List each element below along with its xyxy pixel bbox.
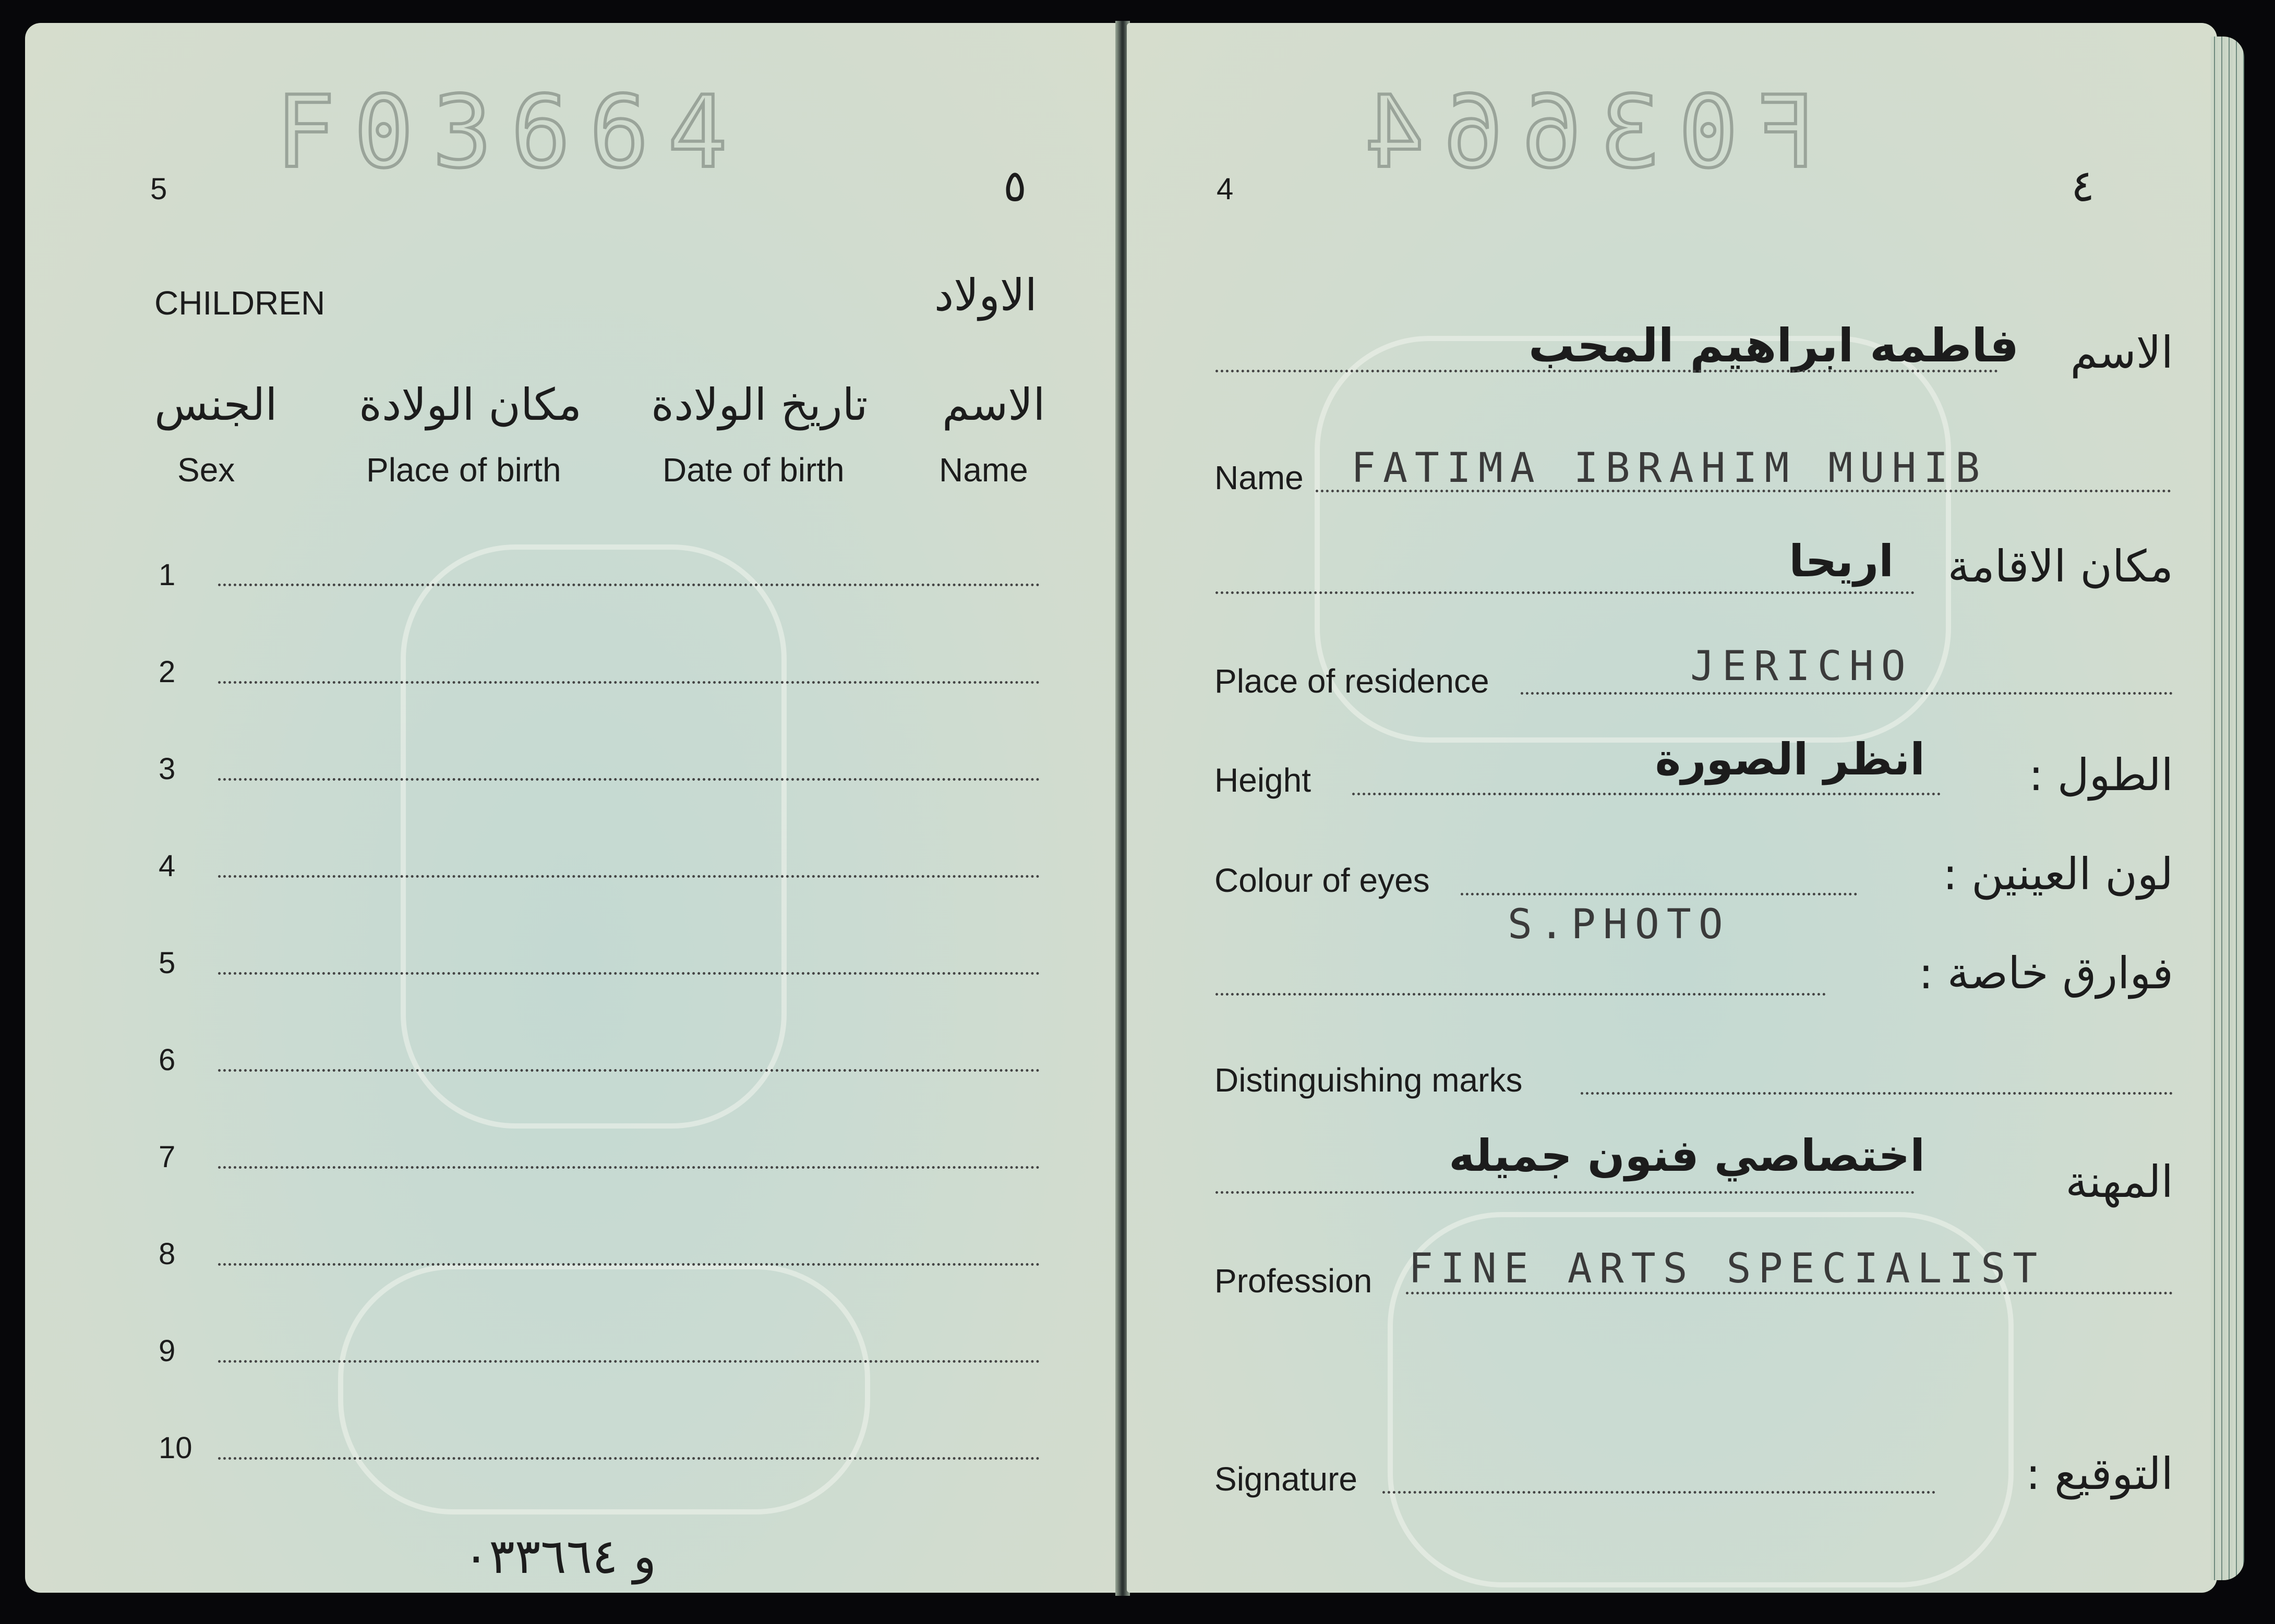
column-header-ar-place: مكان الولادة — [359, 379, 582, 430]
perforated-serial-reverse: F03664 — [1346, 75, 1817, 190]
left-page — [25, 23, 1121, 1593]
row-number: 1 — [159, 558, 176, 592]
profession-label: Profession — [1214, 1262, 1373, 1300]
field-line — [1581, 1092, 2173, 1095]
row-number: 10 — [159, 1431, 192, 1465]
row-number: 3 — [159, 752, 176, 786]
signature-label-ar: التوقيع : — [2026, 1448, 2173, 1499]
watermark-guilloche — [338, 1264, 870, 1514]
profession-label-ar: المهنة — [2065, 1156, 2173, 1207]
row-line — [218, 1069, 1040, 1072]
signature-label: Signature — [1214, 1460, 1357, 1498]
page-number: 4 — [1217, 172, 1234, 206]
column-header-name: Name — [939, 451, 1028, 489]
profession-value: FINE ARTS SPECIALIST — [1409, 1245, 2045, 1292]
column-header-ar-name: الاسم — [942, 379, 1045, 430]
column-header-sex: Sex — [177, 451, 235, 489]
marks-label: Distinguishing marks — [1214, 1061, 1523, 1099]
row-number: 4 — [159, 849, 176, 883]
row-line — [218, 972, 1040, 975]
profession-value-ar: اختصاصي فنون جميله — [1449, 1130, 1925, 1181]
row-number: 8 — [159, 1237, 176, 1271]
residence-label: Place of residence — [1214, 662, 1489, 700]
eyes-label-ar: لون العينين : — [1943, 849, 2173, 900]
perforated-serial: F03664 — [275, 75, 747, 190]
page-number: 5 — [150, 172, 167, 206]
row-line — [218, 584, 1040, 586]
row-line — [218, 1360, 1040, 1363]
row-line — [218, 778, 1040, 781]
residence-value: JERICHO — [1690, 643, 1913, 690]
right-page — [1127, 23, 2217, 1593]
row-line — [218, 681, 1040, 684]
field-line — [1406, 1292, 2173, 1294]
field-line — [1215, 370, 1998, 372]
column-header-place: Place of birth — [366, 451, 561, 489]
height-label-ar: الطول : — [2028, 749, 2173, 801]
eyes-value: S.PHOTO — [1508, 901, 1730, 948]
signature-line — [1382, 1491, 1935, 1494]
residence-value-ar: اريحا — [1789, 536, 1894, 587]
column-header-ar-sex: الجنس — [154, 379, 278, 430]
residence-label-ar: مكان الاقامة — [1947, 541, 2173, 592]
eyes-label: Colour of eyes — [1214, 862, 1430, 899]
row-number: 2 — [159, 655, 176, 689]
row-number: 9 — [159, 1334, 176, 1368]
section-title: CHILDREN — [154, 284, 326, 322]
page-edge — [2211, 37, 2244, 1580]
height-label: Height — [1214, 761, 1311, 799]
row-line — [218, 1166, 1040, 1169]
field-line — [1215, 993, 1826, 996]
marks-label-ar: فوارق خاصة : — [1918, 948, 2173, 999]
section-title-ar: الاولاد — [934, 270, 1037, 321]
row-number: 5 — [159, 946, 176, 980]
field-line — [1215, 591, 1915, 594]
page-number-ar: ٤ — [2071, 160, 2095, 211]
field-line — [1461, 893, 1857, 895]
field-line — [1316, 490, 2171, 492]
row-number: 6 — [159, 1043, 176, 1077]
row-line — [218, 875, 1040, 878]
row-line — [218, 1457, 1040, 1460]
row-line — [218, 1263, 1040, 1266]
row-number: 7 — [159, 1140, 176, 1174]
page-number-ar: ٥ — [1003, 160, 1027, 211]
serial-number-ar: و ٠٣٣٦٦٤ — [463, 1529, 657, 1584]
field-line — [1215, 1191, 1915, 1194]
column-header-ar-date: تاريخ الولادة — [651, 379, 868, 430]
field-line — [1521, 692, 2173, 695]
watermark-guilloche — [401, 544, 787, 1129]
name-label: Name — [1214, 459, 1304, 496]
column-header-date: Date of birth — [663, 451, 845, 489]
height-value-ar: انظر الصورة — [1655, 734, 1925, 785]
name-value: FATIMA IBRAHIM MUHIB — [1351, 445, 1988, 492]
name-value-ar: فاطمه ابراهيم المحب — [1528, 319, 2019, 372]
field-line — [1352, 793, 1941, 795]
name-label-ar: الاسم — [2070, 327, 2173, 378]
